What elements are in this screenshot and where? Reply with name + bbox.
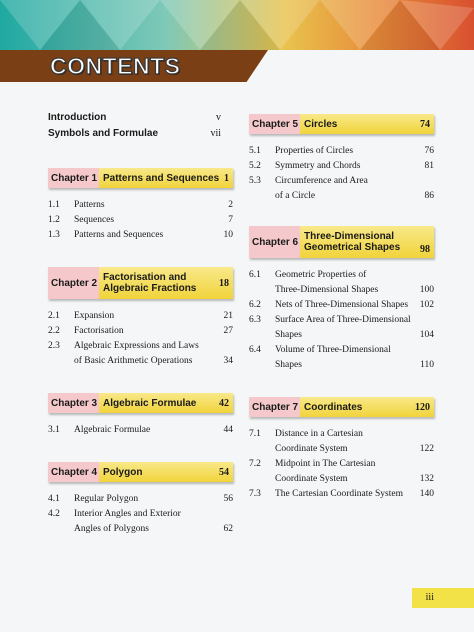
section-entry[interactable] xyxy=(48,198,233,213)
page-number-tab xyxy=(412,588,474,608)
section-entry-continuation xyxy=(249,283,434,298)
section-page: 140 xyxy=(419,489,434,499)
section-entry[interactable] xyxy=(48,507,233,522)
section-entry[interactable] xyxy=(48,213,233,228)
section-title: Volume of Three-Dimensional xyxy=(275,345,391,355)
section-page: 110 xyxy=(420,360,434,370)
section-title: Factorisation xyxy=(74,326,124,336)
front-matter-item[interactable] xyxy=(48,112,233,128)
section-entry-continuation xyxy=(48,522,233,537)
section-title: Angles of Polygons xyxy=(74,524,149,534)
section-title: of Basic Arithmetic Operations xyxy=(74,356,193,366)
section-number: 2.2 xyxy=(48,326,60,336)
section-entry[interactable] xyxy=(249,487,434,502)
section-number: 6.4 xyxy=(249,345,261,355)
section-page: 100 xyxy=(419,285,434,295)
section-number: 7.2 xyxy=(249,459,261,469)
front-matter-page: v xyxy=(216,112,221,123)
triangle-pattern xyxy=(0,0,474,50)
section-page: 56 xyxy=(223,494,233,504)
section-entry-continuation xyxy=(249,472,434,487)
chapter-label: Chapter 4 xyxy=(48,462,99,482)
section-entry[interactable] xyxy=(249,457,434,472)
chapter-title: Coordinates xyxy=(304,401,363,413)
section-page: 34 xyxy=(223,356,233,366)
chapter-page: 18 xyxy=(219,277,229,289)
section-entry[interactable] xyxy=(249,159,434,174)
section-number: 4.2 xyxy=(48,509,60,519)
section-number: 7.1 xyxy=(249,429,261,439)
section-number: 5.1 xyxy=(249,146,261,156)
front-matter-page: vii xyxy=(210,128,221,139)
chapter-label: Chapter 1 xyxy=(48,168,99,188)
chapter-2-heading[interactable] xyxy=(48,267,233,299)
chapter-4-heading[interactable] xyxy=(48,462,233,482)
chapter-title-line: Three-Dimensional xyxy=(304,231,395,242)
section-page: 21 xyxy=(223,311,233,321)
section-entry[interactable] xyxy=(249,268,434,283)
chapter-title-line: Algebraic Fractions xyxy=(103,283,197,294)
section-entry-continuation xyxy=(249,189,434,204)
section-title: Patterns and Sequences xyxy=(74,230,164,240)
section-title: Expansion xyxy=(74,311,115,321)
chapter-title-line: Geometrical Shapes xyxy=(304,242,401,253)
section-entry-continuation xyxy=(249,442,434,457)
section-number: 7.3 xyxy=(249,489,261,499)
chapter-label: Chapter 5 xyxy=(249,114,300,134)
section-entry[interactable] xyxy=(249,343,434,358)
section-number: 2.1 xyxy=(48,311,60,321)
section-title: Algebraic Expressions and Laws xyxy=(74,341,199,351)
section-number: 2.3 xyxy=(48,341,60,351)
section-page: 44 xyxy=(223,425,233,435)
toc-left-column xyxy=(48,112,233,537)
section-page: 62 xyxy=(223,524,233,534)
section-title: Circumference and Area xyxy=(275,176,368,186)
section-entry[interactable] xyxy=(48,492,233,507)
chapter-6-heading[interactable] xyxy=(249,226,434,258)
chapter-label: Chapter 7 xyxy=(249,397,300,417)
chapter-label: Chapter 6 xyxy=(249,226,300,258)
section-title: Midpoint in The Cartesian xyxy=(275,459,376,469)
section-page: 27 xyxy=(223,326,233,336)
section-page: 2 xyxy=(228,200,233,210)
section-number: 1.1 xyxy=(48,200,60,210)
chapter-1-heading[interactable] xyxy=(48,168,233,188)
section-title: Properties of Circles xyxy=(275,146,354,156)
section-page: 86 xyxy=(424,191,434,201)
chapter-title: Algebraic Formulae xyxy=(103,397,197,409)
section-title: Shapes xyxy=(275,360,302,370)
chapter-label: Chapter 2 xyxy=(48,267,99,299)
chapter-title: Patterns and Sequences xyxy=(103,172,220,184)
chapter-title-line: Factorisation and xyxy=(103,272,187,283)
section-entry-continuation xyxy=(48,354,233,369)
front-matter-item[interactable] xyxy=(48,128,233,144)
section-title: Sequences xyxy=(74,215,115,225)
section-title: Coordinate System xyxy=(275,444,348,454)
section-entry-continuation xyxy=(249,358,434,373)
section-title: Distance in a Cartesian xyxy=(275,429,363,439)
chapter-page: 74 xyxy=(420,118,430,130)
section-title: Nets of Three-Dimensional Shapes xyxy=(275,300,409,310)
chapter-page: 98 xyxy=(420,244,430,255)
front-matter-title: Introduction xyxy=(48,112,107,123)
section-title: Algebraic Formulae xyxy=(74,425,151,435)
chapter-title: Circles xyxy=(304,118,338,130)
section-page: 10 xyxy=(223,230,233,240)
section-page: 104 xyxy=(419,330,434,340)
section-number: 3.1 xyxy=(48,425,60,435)
section-entry[interactable] xyxy=(249,144,434,159)
section-number: 5.2 xyxy=(249,161,261,171)
section-page: 7 xyxy=(228,215,233,225)
section-number: 5.3 xyxy=(249,176,261,186)
section-title: Interior Angles and Exterior xyxy=(74,509,181,519)
chapter-title: Polygon xyxy=(103,466,143,478)
section-entry[interactable] xyxy=(249,313,434,328)
section-page: 81 xyxy=(424,161,434,171)
front-matter-title: Symbols and Formulae xyxy=(48,128,159,139)
section-entry[interactable] xyxy=(48,309,233,324)
section-title: Regular Polygon xyxy=(74,494,139,504)
chapter-3-heading[interactable] xyxy=(48,393,233,413)
section-entry-continuation xyxy=(249,328,434,343)
section-title: Patterns xyxy=(74,200,105,210)
section-title: Symmetry and Chords xyxy=(275,161,361,171)
section-title: Geometric Properties of xyxy=(275,270,367,280)
section-entry[interactable] xyxy=(48,423,233,438)
section-number: 1.2 xyxy=(48,215,60,225)
section-entry[interactable] xyxy=(249,174,434,189)
section-title: Coordinate System xyxy=(275,474,348,484)
page-number: iii xyxy=(425,592,434,603)
chapter-page: 54 xyxy=(219,466,229,478)
section-title: Shapes xyxy=(275,330,302,340)
section-title: of a Circle xyxy=(275,191,316,201)
chapter-label: Chapter 3 xyxy=(48,393,99,413)
section-number: 1.3 xyxy=(48,230,60,240)
section-page: 132 xyxy=(419,474,434,484)
section-number: 4.1 xyxy=(48,494,60,504)
section-entry[interactable] xyxy=(249,298,434,313)
section-number: 6.2 xyxy=(249,300,261,310)
section-title: The Cartesian Coordinate System xyxy=(275,489,403,499)
section-number: 6.1 xyxy=(249,270,261,280)
section-entry[interactable] xyxy=(249,427,434,442)
toc-right-column xyxy=(249,112,434,502)
chapter-5-heading[interactable] xyxy=(249,114,434,134)
section-entry[interactable] xyxy=(48,228,233,243)
section-entry[interactable] xyxy=(48,324,233,339)
chapter-page: 120 xyxy=(415,401,430,413)
chapter-7-heading[interactable] xyxy=(249,397,434,417)
section-title: Three-Dimensional Shapes xyxy=(275,285,379,295)
section-page: 76 xyxy=(424,146,434,156)
page-title: CONTENTS xyxy=(50,53,181,79)
chapter-page: 42 xyxy=(219,397,229,409)
header-banner xyxy=(0,0,474,50)
section-page: 102 xyxy=(419,300,434,310)
section-title: Surface Area of Three-Dimensional xyxy=(275,315,411,325)
section-entry[interactable] xyxy=(48,339,233,354)
chapter-page: 1 xyxy=(224,172,229,184)
section-number: 6.3 xyxy=(249,315,261,325)
section-page: 122 xyxy=(419,444,434,454)
